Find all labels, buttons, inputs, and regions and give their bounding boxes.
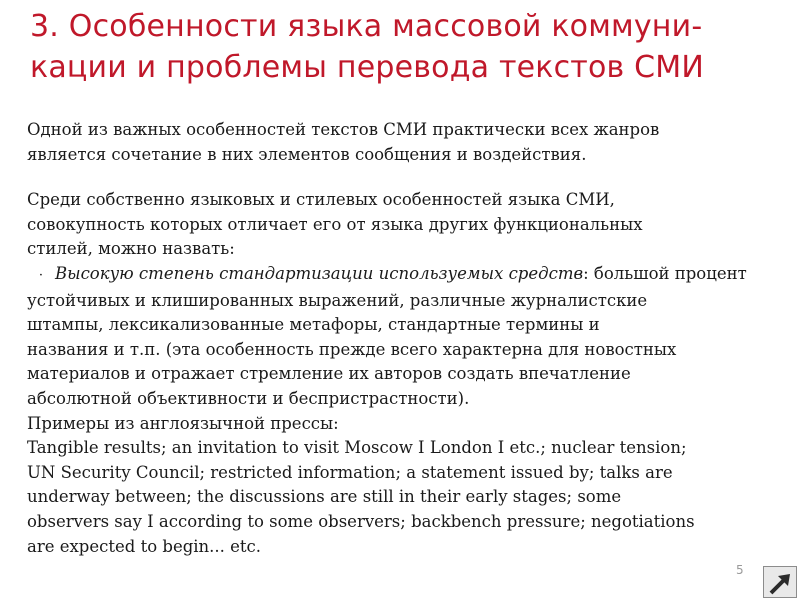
bullet-cont-line-4: материалов и отражает стремление их авторов создать впечатление [27, 364, 631, 384]
para2-line-1: Среди собственно языковых и стилевых особенностей языка СМИ, [27, 190, 615, 210]
return-button[interactable] [763, 566, 797, 598]
example-line-3: underway between; the discussions are still in their early stages; some [27, 487, 622, 507]
intro-line-2: является сочетание в них элементов сообщения и воздействия. [27, 144, 587, 164]
bullet-item [27, 262, 787, 289]
title-line-1: 3. Особенности языка массовой коммуни- [30, 9, 703, 44]
return-arrow-icon [764, 567, 798, 599]
bullet-cont-line-1: устойчивых и клишированных выражений, различные журналистские [27, 290, 648, 310]
bullet-italic-text: Высокую степень стандартизации используемых средств [55, 263, 584, 283]
para2-line-2: совокупность которых отличает его от языка других функциональных [27, 214, 643, 234]
slide-title [30, 6, 790, 88]
example-line-5: are expected to begin... etc. [27, 536, 262, 556]
example-line-1: Tangible results; an invitation to visit Moscow I London I etc.; nuclear tension; [27, 438, 687, 458]
bullet-rest-text: : большой процент [583, 263, 747, 283]
bullet-dot-icon: · [38, 267, 44, 283]
intro-line-1: Одной из важных особенностей текстов СМИ практически всех жанров [27, 120, 660, 139]
bullet-cont-line-5: абсолютной объективности и беспристрастности). [27, 388, 470, 408]
examples-heading: Примеры из англоязычной прессы: [27, 413, 339, 433]
bullet-cont-line-2: штампы, лексикализованные метафоры, стандартные термины и [27, 315, 600, 335]
slide-body [27, 118, 787, 559]
paragraph-gap [27, 167, 787, 188]
para2-line-3: стилей, можно назвать: [27, 239, 235, 259]
title-line-2: кации и проблемы перевода текстов СМИ [30, 50, 705, 85]
bullet-cont-line-3: названия и т.п. (эта особенность прежде всего характерна для новостных [27, 339, 677, 359]
example-line-4: observers say I according to some observers; backbench pressure; negotiations [27, 511, 695, 531]
page-number: 5 [736, 563, 744, 577]
example-line-2: UN Security Council; restricted information; a statement issued by; talks are [27, 462, 673, 482]
